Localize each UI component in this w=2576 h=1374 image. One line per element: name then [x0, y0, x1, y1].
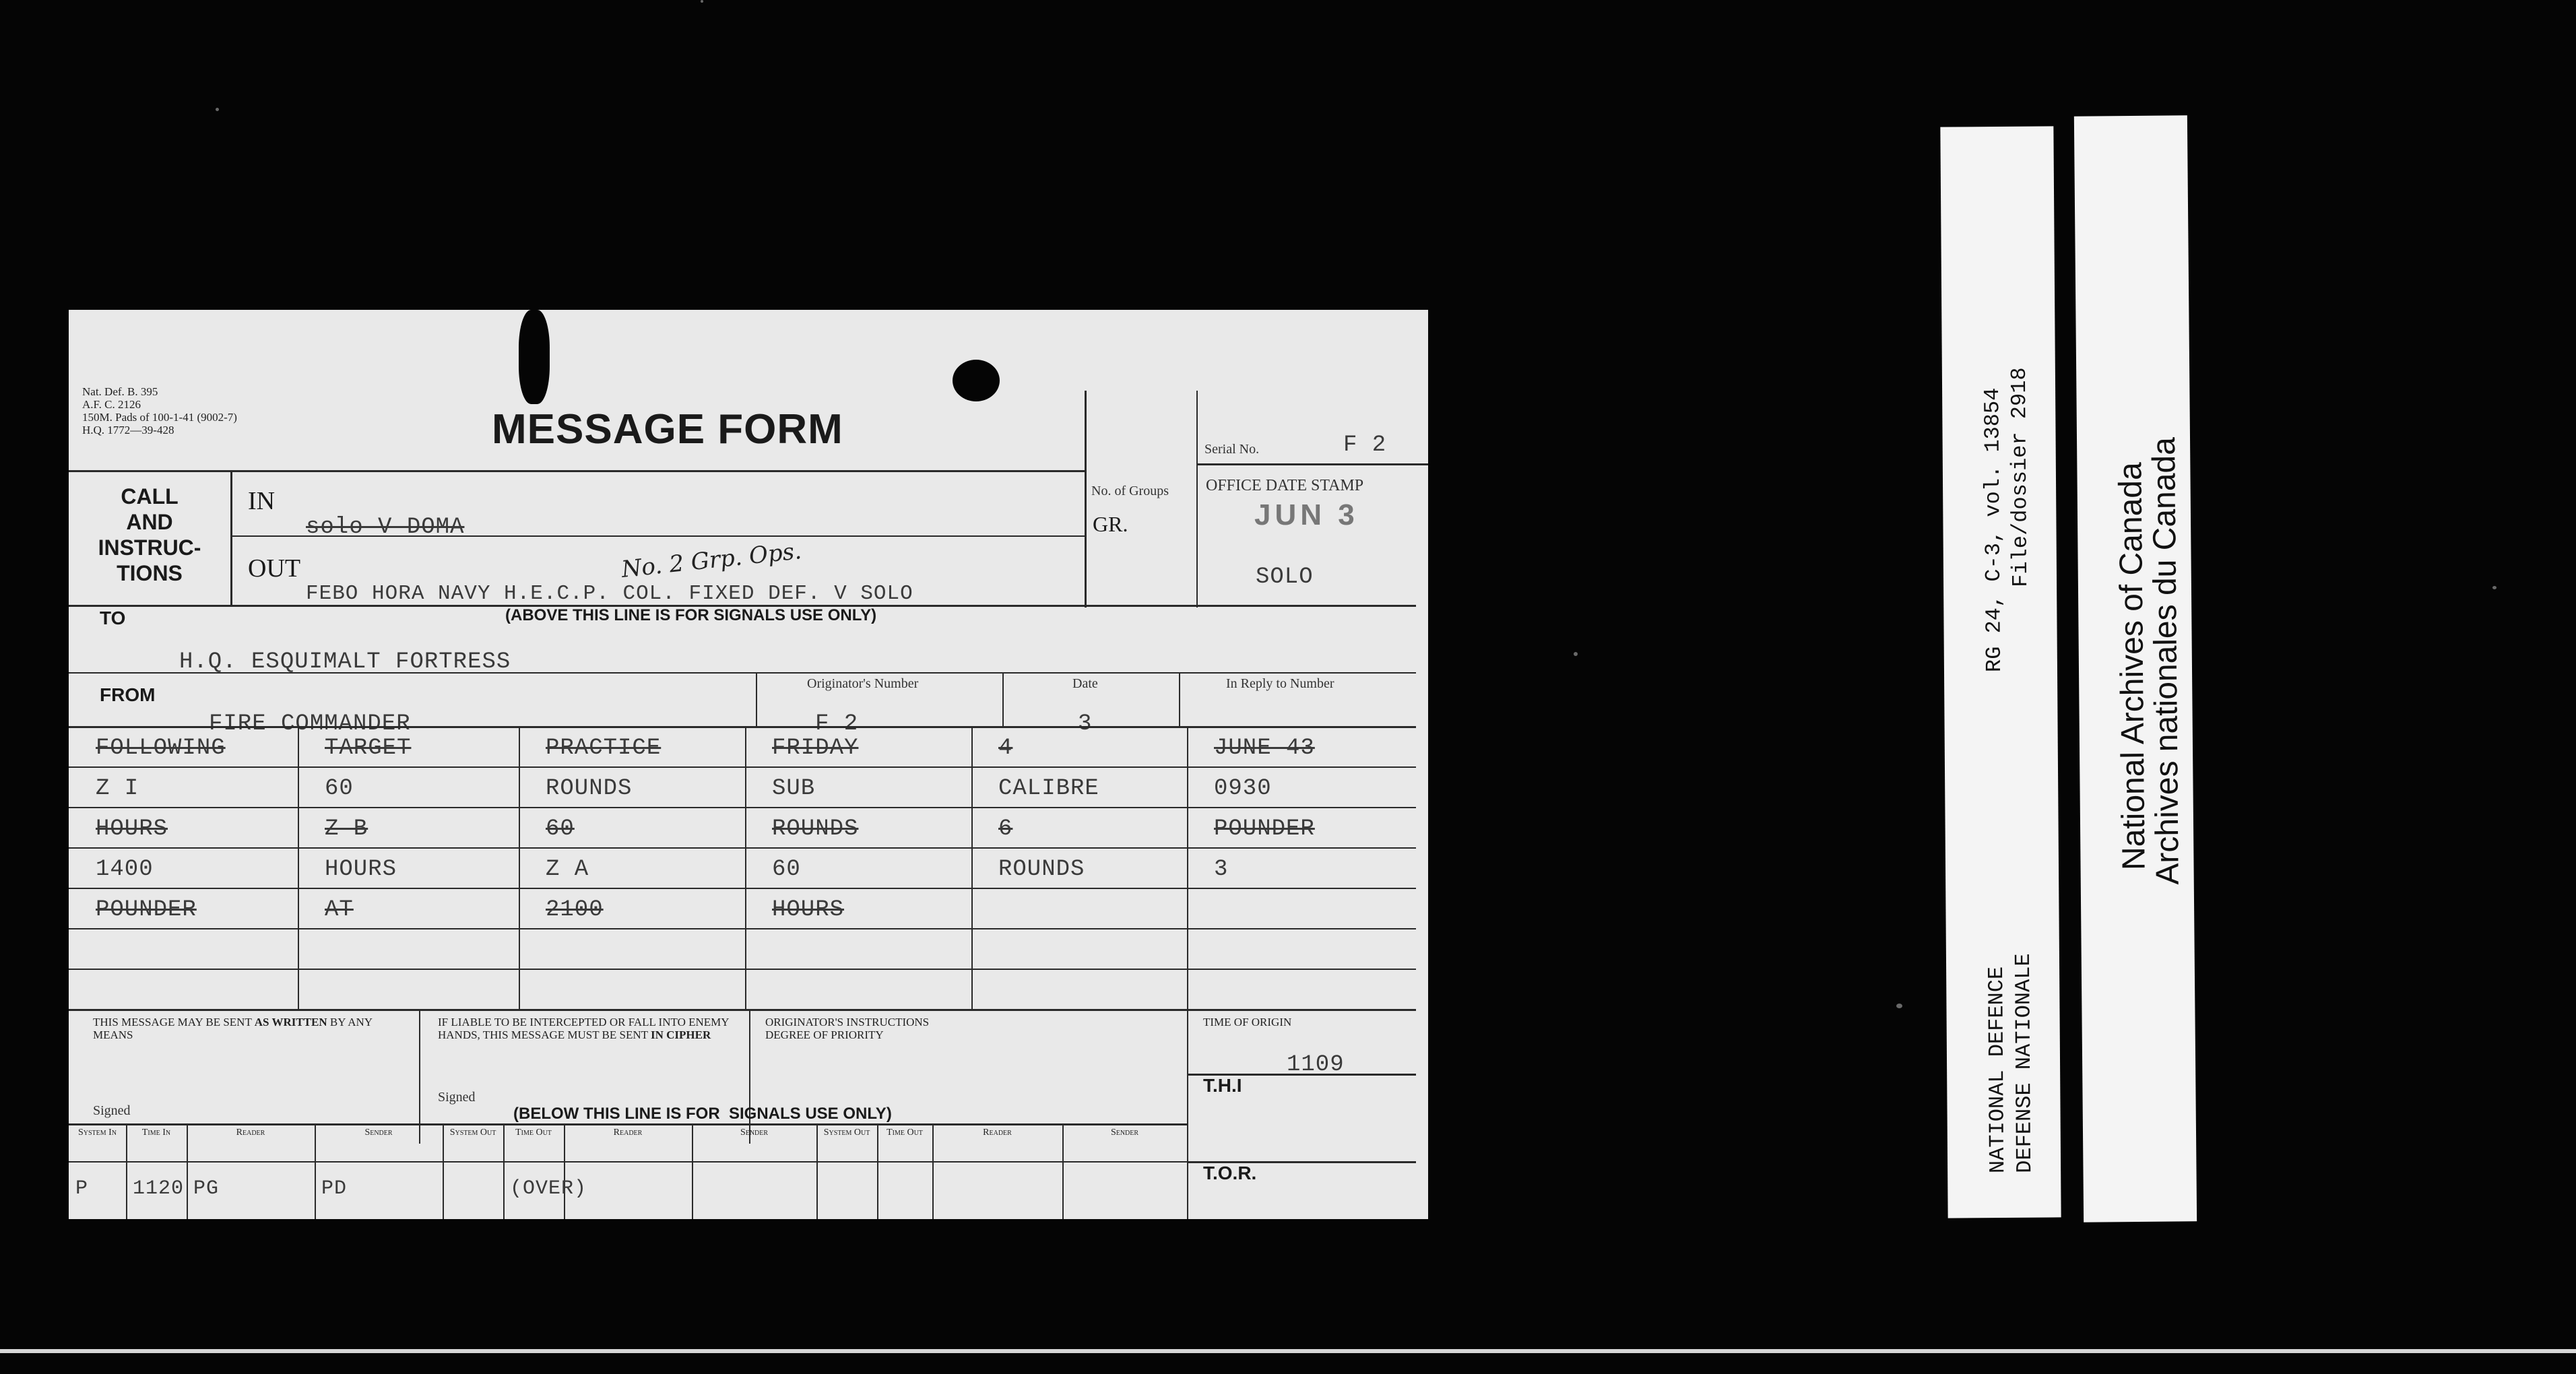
- grid-column-rule: [971, 726, 973, 1009]
- log-value: (OVER): [510, 1177, 587, 1200]
- log-column-header: Time Out: [887, 1127, 923, 1138]
- serial-value: F 2: [1343, 432, 1387, 458]
- rule: [1196, 391, 1198, 608]
- archive-name-strip: [2074, 115, 2197, 1222]
- message-cell: 2100: [546, 897, 604, 923]
- log-column-header: Time In: [141, 1127, 171, 1138]
- message-cell: 6: [998, 816, 1013, 842]
- log-column-header: Time Out: [515, 1127, 552, 1138]
- form-title: MESSAGE FORM: [492, 406, 843, 453]
- log-value: P: [75, 1177, 89, 1200]
- string-mark: [519, 310, 550, 404]
- note-text: BY ANY MEANS: [93, 1016, 373, 1041]
- message-cell: POUNDER: [1214, 816, 1315, 842]
- archive-name-fr: Archives nationales du Canada: [2146, 436, 2186, 885]
- groups-label: No. of Groups: [1091, 484, 1169, 498]
- form-ref-line: 150M. Pads of 100-1-41 (9002-7): [82, 411, 237, 424]
- message-cell: POUNDER: [96, 897, 197, 923]
- log-column-header: System Out: [823, 1127, 870, 1138]
- message-cell: 60: [546, 816, 575, 842]
- dust-speck: [2492, 586, 2497, 589]
- form-ref-line: A.F. C. 2126: [82, 398, 141, 411]
- message-cell: ROUNDS: [546, 776, 633, 802]
- log-column-header: Reader: [983, 1127, 1012, 1138]
- message-cell: 0930: [1214, 776, 1272, 802]
- message-cell: FRIDAY: [772, 735, 859, 761]
- call-label-line: TIONS: [117, 561, 183, 585]
- message-cell: HOURS: [772, 897, 845, 923]
- message-cell: PRACTICE: [546, 735, 662, 761]
- handwritten-note: No. 2 Grp. Ops.: [620, 537, 803, 583]
- message-cell: 4: [998, 735, 1013, 761]
- dust-speck: [1896, 1004, 1902, 1008]
- rule: [230, 470, 232, 605]
- grid-row-rule: [69, 766, 1416, 768]
- grid-row-rule: [69, 847, 1416, 849]
- message-cell: Z A: [546, 857, 589, 882]
- grid-column-rule: [745, 726, 746, 1009]
- signals-use-note: (ABOVE THIS LINE IS FOR SIGNALS USE ONLY): [505, 606, 877, 624]
- stamp-solo: SOLO: [1256, 564, 1314, 590]
- message-cell: ROUNDS: [772, 816, 859, 842]
- time-of-origin-label: TIME OF ORIGIN: [1203, 1016, 1292, 1028]
- to-label: TO: [100, 608, 126, 628]
- thi-label: T.H.I: [1203, 1075, 1242, 1096]
- message-cell: FOLLOWING: [96, 735, 226, 761]
- message-cell: ROUNDS: [998, 857, 1085, 882]
- in-value: solo V DOMA: [306, 515, 465, 540]
- date-value: 3: [1078, 711, 1093, 737]
- archive-reference: RG 24, C-3, vol. 13854: [1980, 387, 2007, 673]
- grid-row-rule: [69, 928, 1416, 929]
- message-cell: JUNE 43: [1214, 735, 1315, 761]
- tor-label: T.O.R.: [1203, 1163, 1257, 1183]
- note-text: IF LIABLE TO BE INTERCEPTED OR FALL INTO ENEMY HANDS, THIS MESSAGE MUST BE SENT: [438, 1016, 729, 1041]
- message-cell: AT: [325, 897, 354, 923]
- log-column-header: System Out: [449, 1127, 496, 1138]
- to-value: H.Q. ESQUIMALT FORTRESS: [179, 649, 511, 675]
- rule: [1085, 391, 1087, 608]
- log-column-header: System In: [77, 1127, 117, 1138]
- signed-label: Signed: [438, 1090, 476, 1105]
- grid-column-rule: [298, 726, 299, 1009]
- archive-file: File/dossier 2918: [2006, 367, 2034, 587]
- rule: [1002, 672, 1004, 726]
- log-value: PG: [193, 1177, 220, 1200]
- call-label-line: INSTRUC-: [98, 535, 201, 560]
- grid-row-rule: [69, 807, 1416, 808]
- message-cell: 60: [325, 776, 354, 802]
- note-bold: IN CIPHER: [650, 1028, 711, 1041]
- message-cell: CALIBRE: [998, 776, 1099, 802]
- punch-hole: [953, 360, 1000, 401]
- rule: [756, 672, 757, 726]
- message-cell: Z I: [96, 776, 139, 802]
- log-column-header: Reader: [236, 1127, 265, 1138]
- date-stamp: JUN 3: [1254, 498, 1359, 531]
- dept-en: NATIONAL DEFENCE: [1984, 966, 2011, 1174]
- grid-column-rule: [519, 726, 520, 1009]
- sent-as-written-note: [93, 1016, 410, 1041]
- message-cell: 3: [1214, 857, 1229, 882]
- film-edge-line: [0, 1349, 2576, 1353]
- reference-strip: [1940, 126, 2061, 1218]
- form-refs: [82, 385, 237, 436]
- grid-row-rule: [69, 969, 1416, 970]
- message-form-card: [69, 310, 1428, 1219]
- from-label: FROM: [100, 684, 156, 705]
- dust-speck: [1574, 652, 1578, 656]
- log-column-header: Sender: [1110, 1127, 1139, 1138]
- log-value: PD: [321, 1177, 348, 1200]
- time-of-origin-value: 1109: [1287, 1052, 1345, 1078]
- dust-speck: [216, 108, 219, 111]
- signed-label: Signed: [93, 1103, 131, 1118]
- out-value: FEBO HORA NAVY H.E.C.P. COL. FIXED DEF. V SOLO: [306, 582, 913, 606]
- call-label-line: CALL: [121, 484, 179, 509]
- rule: [69, 1009, 1416, 1011]
- note-text: DEGREE OF PRIORITY: [765, 1028, 884, 1041]
- log-column-header: Sender: [740, 1127, 769, 1138]
- rule: [1187, 1009, 1188, 1219]
- log-column-header: Sender: [364, 1127, 393, 1138]
- signals-log-grid: [69, 1123, 1187, 1219]
- note-text: ORIGINATOR'S INSTRUCTIONS: [765, 1016, 930, 1028]
- rule: [1196, 463, 1428, 465]
- form-ref-line: H.Q. 1772—39-428: [82, 424, 174, 436]
- message-cell: TARGET: [325, 735, 412, 761]
- message-cell: HOURS: [96, 816, 168, 842]
- rule: [69, 470, 1086, 472]
- message-cell: 1400: [96, 857, 154, 882]
- log-value: 1120: [133, 1177, 185, 1200]
- message-cell: HOURS: [325, 857, 397, 882]
- grid-row-rule: [69, 888, 1416, 889]
- from-value: FIRE COMMANDER: [209, 711, 411, 737]
- groups-value: GR.: [1093, 512, 1128, 536]
- out-label: OUT: [248, 554, 301, 583]
- message-cell: SUB: [772, 776, 816, 802]
- cipher-note: [438, 1016, 741, 1041]
- message-cell: Z B: [325, 816, 368, 842]
- below-line-note: (BELOW THIS LINE IS FOR SIGNALS USE ONLY): [513, 1105, 892, 1123]
- log-row-rule: [69, 1161, 1187, 1163]
- call-label: [89, 484, 210, 586]
- dept-fr: DEFENSE NATIONALE: [2010, 953, 2038, 1173]
- call-label-line: AND: [126, 510, 173, 534]
- office-stamp-label: OFFICE DATE STAMP: [1206, 477, 1364, 494]
- reply-number-label: In Reply to Number: [1226, 676, 1334, 691]
- log-column-header: Reader: [613, 1127, 643, 1138]
- originator-number-value: F 2: [815, 711, 859, 737]
- originator-instructions: [765, 1016, 929, 1041]
- grid-column-rule: [1187, 726, 1188, 1009]
- serial-label: Serial No.: [1204, 442, 1260, 457]
- archive-name-en: National Archives of Canada: [2113, 462, 2152, 871]
- rule: [69, 672, 1416, 674]
- rule: [1179, 672, 1180, 726]
- date-label: Date: [1072, 676, 1098, 691]
- note-text: THIS MESSAGE MAY BE SENT: [93, 1016, 252, 1028]
- in-label: IN: [248, 487, 276, 515]
- form-ref-line: Nat. Def. B. 395: [82, 385, 158, 398]
- message-cell: 60: [772, 857, 801, 882]
- originator-number-label: Originator's Number: [807, 676, 919, 691]
- note-bold: AS WRITTEN: [254, 1016, 327, 1028]
- dust-speck: [701, 0, 703, 3]
